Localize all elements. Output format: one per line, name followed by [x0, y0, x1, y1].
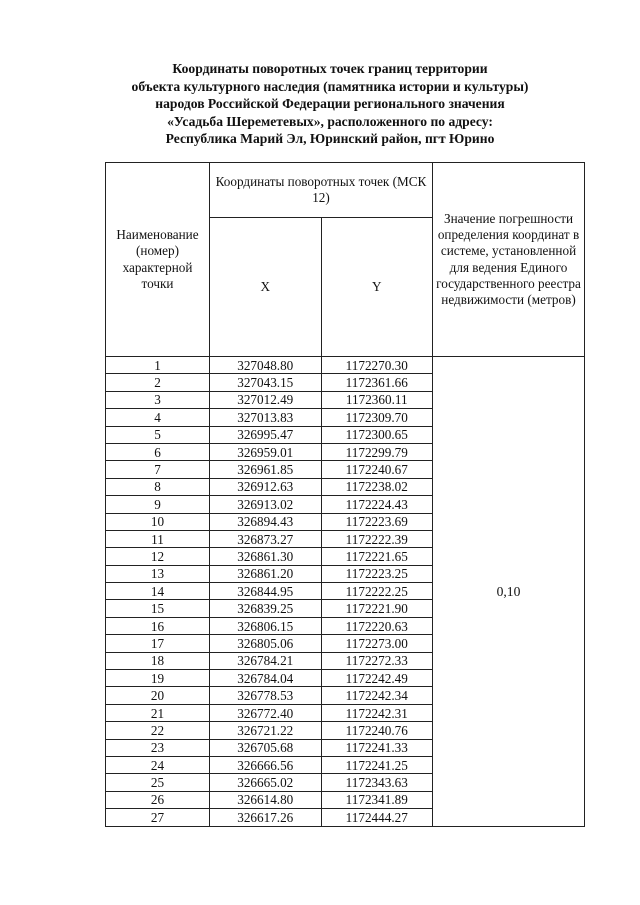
cell-y: 1172361.66 [321, 374, 433, 391]
cell-y: 1172223.25 [321, 565, 433, 582]
cell-x: 326894.43 [210, 513, 322, 530]
cell-y: 1172299.79 [321, 443, 433, 460]
cell-y: 1172341.89 [321, 791, 433, 808]
cell-point-number: 24 [106, 756, 210, 773]
cell-x: 326784.21 [210, 652, 322, 669]
header-coordinates: Координаты поворотных точек (МСК 12) [210, 163, 433, 218]
cell-point-number: 5 [106, 426, 210, 443]
cell-point-number: 23 [106, 739, 210, 756]
cell-x: 326665.02 [210, 774, 322, 791]
cell-y: 1172222.25 [321, 583, 433, 600]
cell-y: 1172343.63 [321, 774, 433, 791]
cell-point-number: 14 [106, 583, 210, 600]
cell-y: 1172309.70 [321, 409, 433, 426]
cell-point-number: 11 [106, 530, 210, 547]
cell-point-number: 6 [106, 443, 210, 460]
cell-y: 1172240.76 [321, 722, 433, 739]
cell-x: 326959.01 [210, 443, 322, 460]
header-point-name: Наименование (номер) характерной точки [106, 163, 210, 357]
cell-point-number: 18 [106, 652, 210, 669]
cell-y: 1172220.63 [321, 617, 433, 634]
cell-x: 327013.83 [210, 409, 322, 426]
cell-point-number: 13 [106, 565, 210, 582]
cell-x: 326705.68 [210, 739, 322, 756]
title-line: объекта культурного наследия (памятника истории и культуры) [131, 78, 529, 94]
cell-point-number: 7 [106, 461, 210, 478]
cell-y: 1172221.90 [321, 600, 433, 617]
title-line: народов Российской Федерации регионального значения [155, 96, 505, 111]
cell-y: 1172242.49 [321, 670, 433, 687]
cell-point-number: 15 [106, 600, 210, 617]
title-line: Координаты поворотных точек границ территории [172, 61, 488, 76]
cell-y: 1172444.27 [321, 809, 433, 826]
header-accuracy: Значение погрешности определения координат в системе, установленной для ведения Единого государственного реестра недвижимости (метров) [433, 163, 585, 357]
cell-point-number: 3 [106, 391, 210, 408]
cell-point-number: 26 [106, 791, 210, 808]
cell-y: 1172300.65 [321, 426, 433, 443]
cell-x: 326778.53 [210, 687, 322, 704]
cell-x: 326666.56 [210, 756, 322, 773]
cell-x: 326784.04 [210, 670, 322, 687]
header-x: X [210, 218, 322, 357]
cell-y: 1172223.69 [321, 513, 433, 530]
cell-x: 327048.80 [210, 357, 322, 374]
cell-x: 327043.15 [210, 374, 322, 391]
cell-y: 1172238.02 [321, 478, 433, 495]
cell-x: 326912.63 [210, 478, 322, 495]
cell-y: 1172224.43 [321, 496, 433, 513]
cell-y: 1172273.00 [321, 635, 433, 652]
cell-y: 1172242.31 [321, 704, 433, 721]
cell-y: 1172240.67 [321, 461, 433, 478]
cell-x: 326961.85 [210, 461, 322, 478]
cell-point-number: 21 [106, 704, 210, 721]
cell-y: 1172242.34 [321, 687, 433, 704]
cell-y: 1172360.11 [321, 391, 433, 408]
cell-x: 326617.26 [210, 809, 322, 826]
table-body [106, 357, 585, 827]
cell-x: 326806.15 [210, 617, 322, 634]
cell-x: 326844.95 [210, 583, 322, 600]
cell-point-number: 8 [106, 478, 210, 495]
title-line: «Усадьба Шереметевых», расположенного по адресу: [167, 113, 493, 129]
cell-point-number: 22 [106, 722, 210, 739]
cell-y: 1172241.25 [321, 756, 433, 773]
table-row [106, 357, 585, 374]
cell-y: 1172272.33 [321, 652, 433, 669]
cell-point-number: 12 [106, 548, 210, 565]
cell-point-number: 20 [106, 687, 210, 704]
cell-point-number: 25 [106, 774, 210, 791]
cell-point-number: 17 [106, 635, 210, 652]
cell-point-number: 16 [106, 617, 210, 634]
cell-point-number: 19 [106, 670, 210, 687]
cell-point-number: 27 [106, 809, 210, 826]
cell-point-number: 4 [106, 409, 210, 426]
cell-y: 1172222.39 [321, 530, 433, 547]
cell-point-number: 9 [106, 496, 210, 513]
coordinates-table [105, 162, 585, 827]
title-line: Республика Марий Эл, Юринский район, пгт Юрино [165, 131, 495, 146]
cell-y: 1172221.65 [321, 548, 433, 565]
cell-x: 326614.80 [210, 791, 322, 808]
cell-y: 1172241.33 [321, 739, 433, 756]
cell-y: 1172270.30 [321, 357, 433, 374]
cell-x: 326805.06 [210, 635, 322, 652]
cell-x: 326913.02 [210, 496, 322, 513]
cell-point-number: 1 [106, 357, 210, 374]
header-y: Y [321, 218, 433, 357]
cell-x: 326873.27 [210, 530, 322, 547]
cell-point-number: 2 [106, 374, 210, 391]
cell-x: 326772.40 [210, 704, 322, 721]
cell-x: 326839.25 [210, 600, 322, 617]
cell-x: 326861.30 [210, 548, 322, 565]
cell-x: 326995.47 [210, 426, 322, 443]
document-title [70, 60, 590, 148]
cell-x: 327012.49 [210, 391, 322, 408]
cell-x: 326861.20 [210, 565, 322, 582]
cell-point-number: 10 [106, 513, 210, 530]
cell-accuracy-value: 0,10 [433, 357, 585, 827]
cell-x: 326721.22 [210, 722, 322, 739]
